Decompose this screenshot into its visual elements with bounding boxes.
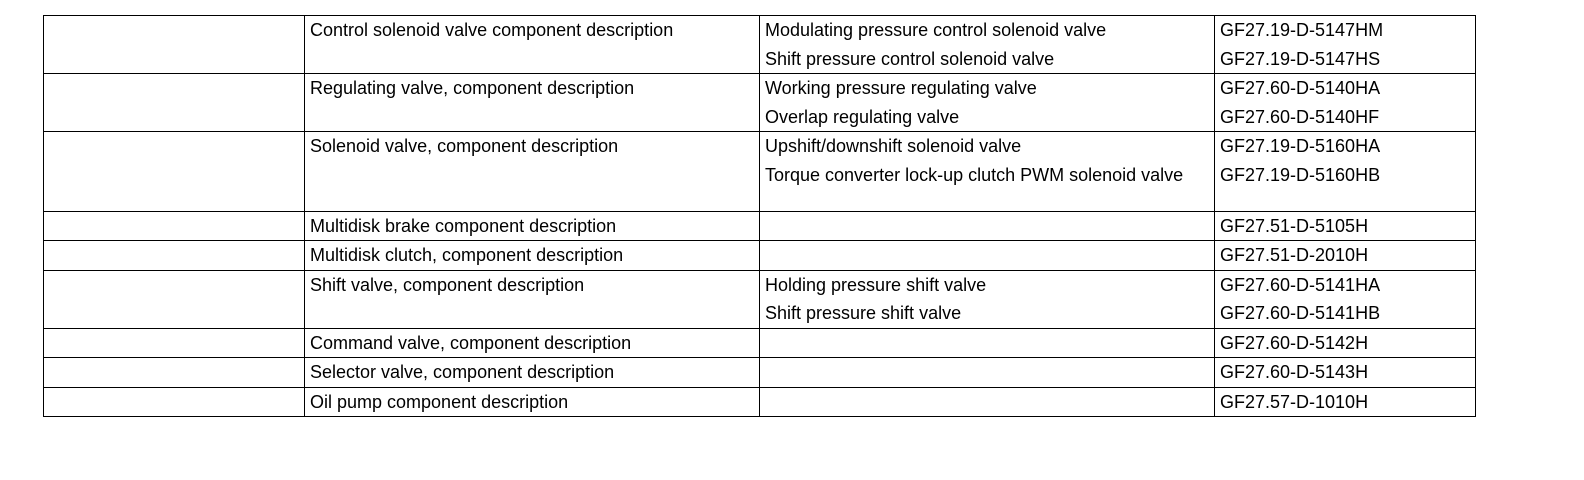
document-code[interactable]: GF27.19-D-5160HB: [1220, 164, 1381, 185]
component-cell: [760, 387, 1215, 417]
description-cell: [305, 16, 760, 74]
document-code[interactable]: GF27.60-D-5143H: [1220, 362, 1369, 382]
component-name: Modulating pressure control solenoid valve: [765, 20, 1107, 40]
blank-cell: [44, 74, 305, 132]
description-text: Solenoid valve, component description: [310, 136, 619, 156]
document-code-cell: [1215, 241, 1476, 271]
component-name: Holding pressure shift valve: [765, 274, 987, 295]
document-code-cell: [1215, 74, 1476, 132]
component-name: Working pressure regulating valve: [765, 78, 1037, 98]
component-cell: [760, 241, 1215, 271]
document-code[interactable]: GF27.60-D-5140HF: [1220, 106, 1380, 127]
table-row: [44, 387, 1476, 417]
document-code-cell: [1215, 211, 1476, 241]
document-code[interactable]: GF27.19-D-5147HM: [1220, 20, 1384, 40]
blank-cell: [44, 387, 305, 417]
document-code-cell: [1215, 387, 1476, 417]
component-name: [765, 388, 1209, 417]
description-text: Multidisk brake component description: [310, 215, 617, 236]
component-cell: [760, 16, 1215, 74]
component-name: Shift pressure shift valve: [765, 303, 962, 323]
description-cell: [305, 211, 760, 241]
description-text: Control solenoid valve component description: [310, 20, 674, 40]
component-name: [765, 329, 1209, 358]
description-cell: [305, 358, 760, 388]
document-code-cell: [1215, 16, 1476, 74]
blank-cell: [44, 241, 305, 271]
table-row: [44, 270, 1476, 328]
component-cell: [760, 211, 1215, 241]
description-text: Command valve, component description: [310, 332, 632, 353]
component-cell: [760, 358, 1215, 388]
description-cell: [305, 241, 760, 271]
table-row: [44, 358, 1476, 388]
document-code-cell: [1215, 358, 1476, 388]
document-code-cell: [1215, 132, 1476, 212]
blank-cell: [44, 358, 305, 388]
description-cell: [305, 74, 760, 132]
description-text: Multidisk clutch, component description: [310, 245, 624, 265]
table-row: [44, 328, 1476, 358]
table-row: [44, 74, 1476, 132]
description-cell: [305, 132, 760, 212]
component-name: [765, 241, 1209, 270]
document-code-cell: [1215, 270, 1476, 328]
description-cell: [305, 328, 760, 358]
table-body: [44, 16, 1476, 417]
component-cell: [760, 328, 1215, 358]
component-name: [765, 358, 1209, 387]
component-name: Upshift/downshift solenoid valve: [765, 136, 1022, 156]
document-code-cell: [1215, 328, 1476, 358]
description-text: Oil pump component description: [310, 391, 569, 412]
blank-cell: [44, 328, 305, 358]
description-text: Selector valve, component description: [310, 362, 615, 382]
blank-cell: [44, 270, 305, 328]
description-text: Shift valve, component description: [310, 274, 585, 295]
component-name: Shift pressure control solenoid valve: [765, 48, 1055, 69]
description-cell: [305, 387, 760, 417]
table-row: [44, 241, 1476, 271]
component-name: [765, 212, 1209, 241]
document-code[interactable]: GF27.51-D-2010H: [1220, 245, 1369, 265]
blank-cell: [44, 16, 305, 74]
document-code[interactable]: GF27.60-D-5140HA: [1220, 78, 1381, 98]
document-code[interactable]: GF27.19-D-5147HS: [1220, 48, 1381, 69]
component-reference-table: [43, 15, 1476, 417]
blank-cell: [44, 211, 305, 241]
document-code[interactable]: GF27.60-D-5141HA: [1220, 274, 1381, 295]
blank-cell: [44, 132, 305, 212]
document-code[interactable]: GF27.19-D-5160HA: [1220, 136, 1381, 156]
document-code[interactable]: GF27.60-D-5142H: [1220, 332, 1369, 353]
table-row: [44, 132, 1476, 212]
document-code[interactable]: GF27.51-D-5105H: [1220, 215, 1369, 236]
component-cell: [760, 132, 1215, 212]
description-text: Regulating valve, component description: [310, 78, 635, 98]
component-cell: [760, 74, 1215, 132]
component-name: Overlap regulating valve: [765, 106, 960, 127]
component-cell: [760, 270, 1215, 328]
document-code[interactable]: GF27.60-D-5141HB: [1220, 303, 1381, 323]
table-row: [44, 16, 1476, 74]
description-cell: [305, 270, 760, 328]
component-name: Torque converter lock-up clutch PWM solenoid valve: [765, 164, 1184, 185]
document-code[interactable]: GF27.57-D-1010H: [1220, 391, 1369, 412]
table-row: [44, 211, 1476, 241]
